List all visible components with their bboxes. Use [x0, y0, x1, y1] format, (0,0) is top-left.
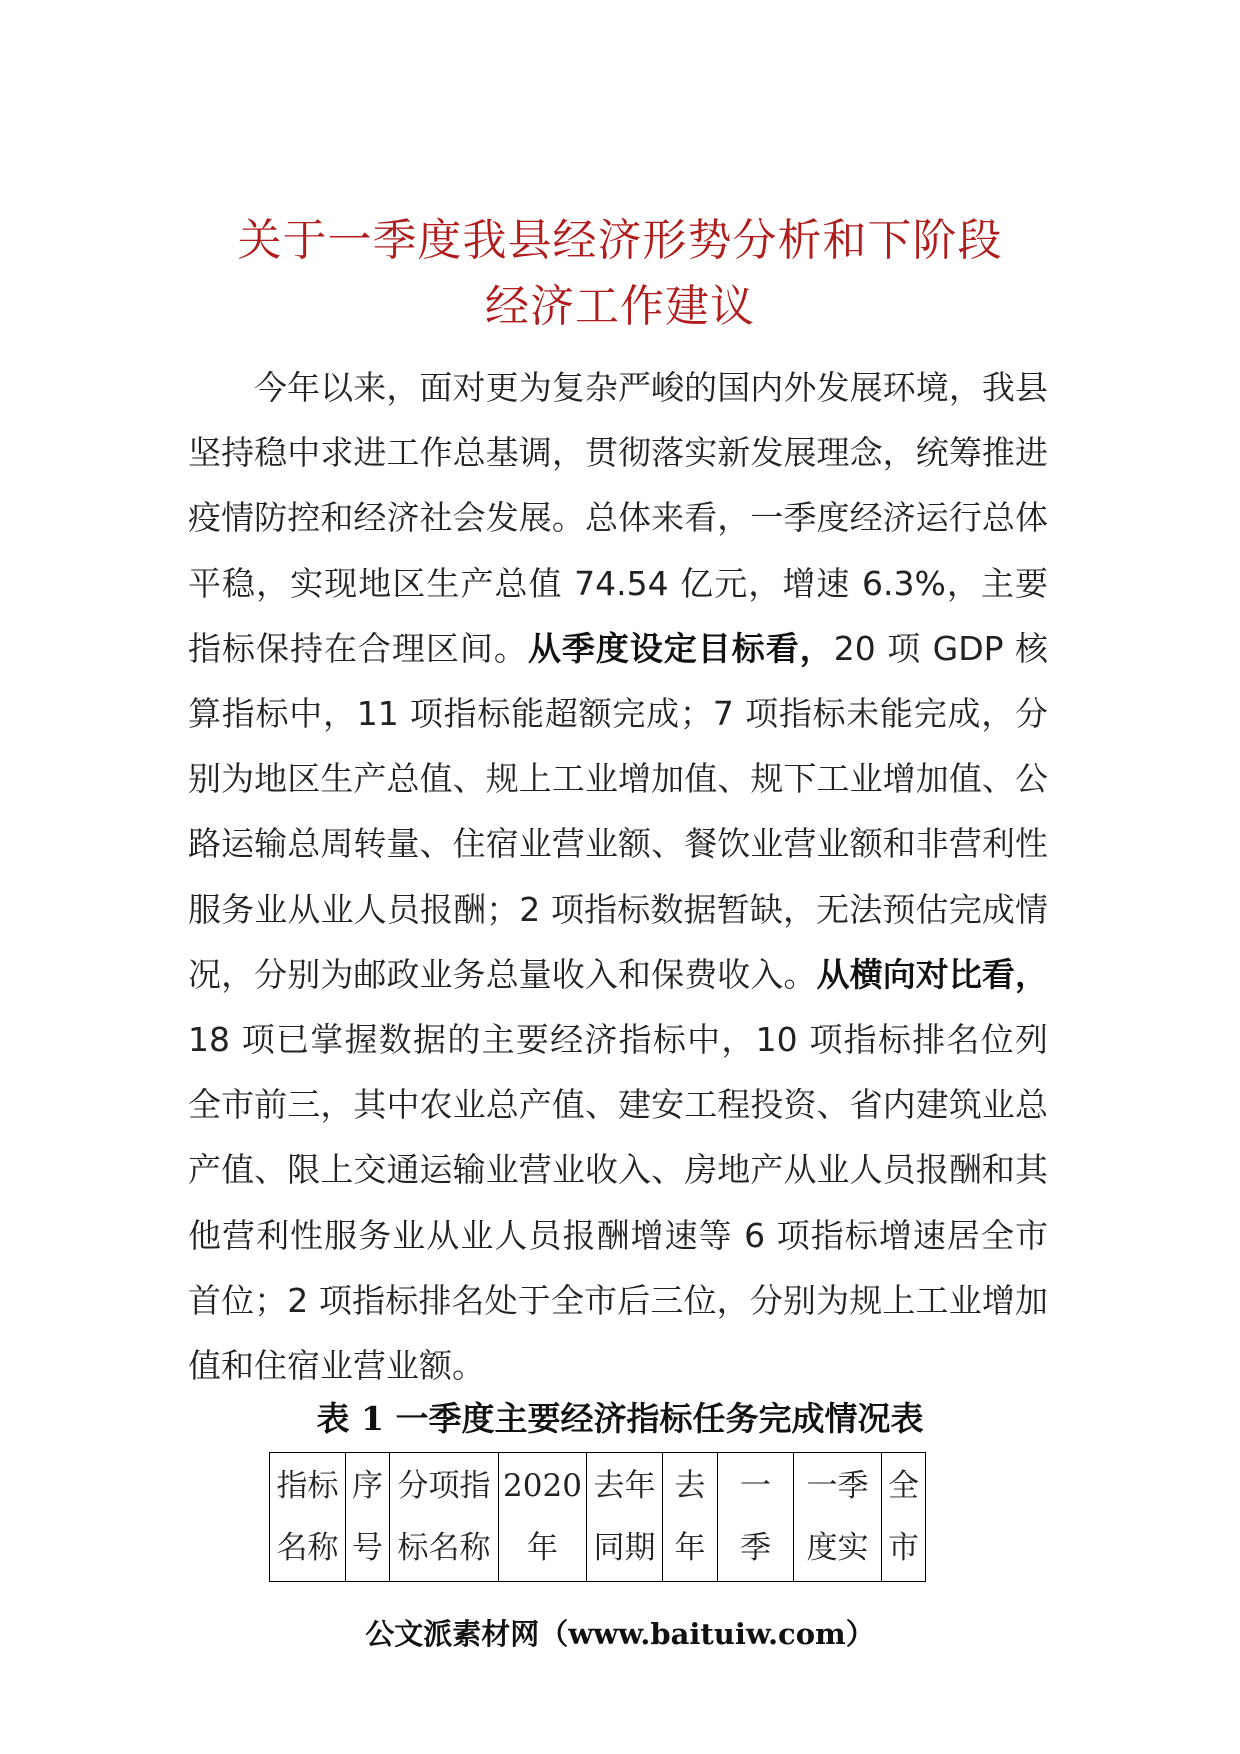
- paragraph-text-2: 20 项 GDP 核算指标中，11 项指标能超额完成；7 项指标未能完成，分别为地区生产总值、规上工业增加值、规下工业增加值、公路运输总周转量、住宿业营业额、餐饮业营业额和非营利性服务业从业人员报酬；2 项指标数据暂缺，无法预估完成情况，分别为邮政业务总量收入和保费收入。: [188, 628, 1049, 994]
- header-text: 市: [888, 1530, 919, 1566]
- header-text: 号: [352, 1530, 383, 1566]
- header-city-wide: [882, 1453, 926, 1582]
- emphasis-horizontal-view: 从横向对比看，: [816, 954, 1049, 994]
- title-line-1: 关于一季度我县经济形势分析和下阶段: [237, 215, 1003, 266]
- indicator-table: [269, 1452, 926, 1582]
- header-text: 去年: [593, 1468, 656, 1504]
- header-text: 同期: [593, 1530, 656, 1566]
- header-text: 去: [674, 1468, 706, 1504]
- header-text: 分项指: [397, 1468, 491, 1504]
- header-text: 全: [888, 1468, 919, 1504]
- header-last-year: [663, 1453, 718, 1582]
- header-text: 季: [740, 1530, 771, 1566]
- paragraph-text-1: 今年以来，面对更为复杂严峻的国内外发展环境，我县坚持稳中求进工作总基调，贯彻落实新发展理念，统筹推进疫情防控和经济社会发展。总体来看，一季度经济运行总体平稳，实现地区生产总值 74.54 亿元，增速 6.3%，主要指标保持在合理区间。: [188, 368, 1048, 668]
- header-text: 标名称: [397, 1530, 491, 1566]
- paragraph-text-3: 18 项已掌握数据的主要经济指标中，10 项指标排名位列全市前三，其中农业总产值、建安工程投资、省内建筑业总产值、限上交通运输业营业收入、房地产从业人员报酬和其他营利性服务业从业人员报酬增速等 6 项指标增速居全市首位；2 项指标排名处于全市后三位，分别为规上工业增加值和住宿业营业额。: [188, 1020, 1048, 1386]
- title-line-2: 经济工作建议: [485, 281, 755, 332]
- header-text: 指标: [276, 1468, 339, 1504]
- header-first-quarter: [718, 1453, 794, 1582]
- header-serial-number: [346, 1453, 390, 1582]
- header-text: 年: [527, 1530, 558, 1566]
- body-paragraph: [188, 355, 1048, 1398]
- header-sub-indicator: [390, 1453, 499, 1582]
- table-caption: 表 1 一季度主要经济指标任务完成情况表: [316, 1399, 924, 1438]
- header-text: 一季: [806, 1468, 869, 1504]
- header-text: 2020: [503, 1468, 582, 1504]
- header-indicator-name: [270, 1453, 346, 1582]
- header-text: 一: [740, 1468, 771, 1504]
- footer-watermark: 公文派素材网（www.baituiw.com）: [365, 1617, 875, 1651]
- header-text: 序: [352, 1468, 383, 1504]
- header-text: 年: [674, 1530, 706, 1566]
- header-text: 度实: [806, 1530, 869, 1566]
- header-text: 名称: [276, 1530, 339, 1566]
- table-header-row: [270, 1453, 926, 1582]
- page-title: [0, 208, 1240, 340]
- header-last-year-same-period: [587, 1453, 663, 1582]
- header-year-2020: [499, 1453, 587, 1582]
- emphasis-target-view: 从季度设定目标看，: [527, 628, 834, 668]
- header-first-quarter-actual: [794, 1453, 882, 1582]
